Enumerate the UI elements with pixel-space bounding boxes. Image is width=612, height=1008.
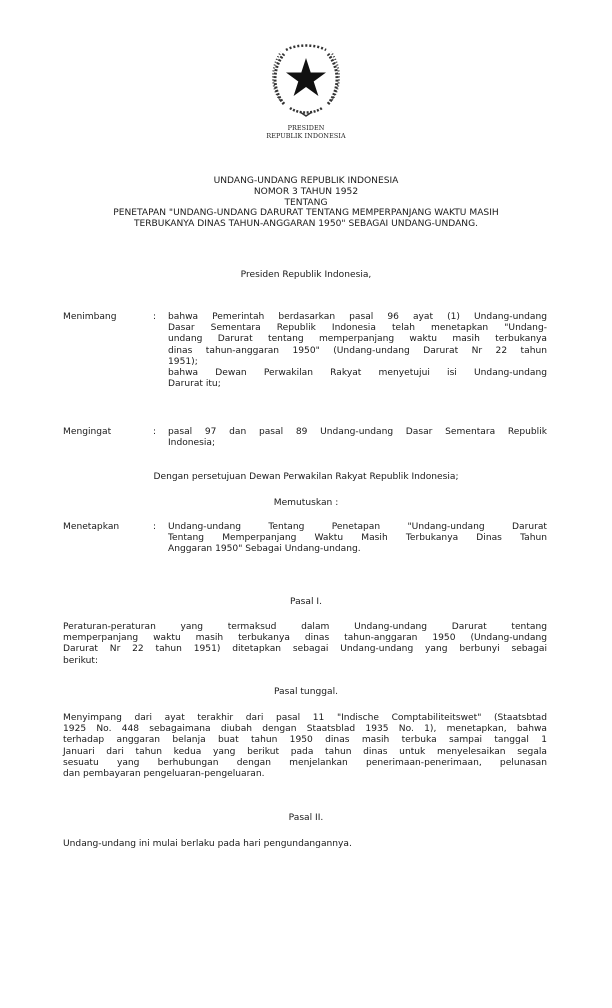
pasal-tunggal-line: terhadap anggaran belanja buat tahun 1950 dinas masih terbuka sampai tanggal 1 — [63, 735, 547, 746]
title-line-2: NOMOR 3 TAHUN 1952 — [253, 186, 359, 197]
pasal-tunggal-line: Januari dari tahun kedua yang berikut pada tahun dinas untuk menyelesaikan segala — [63, 746, 547, 757]
pasal-tunggal-text — [63, 713, 547, 780]
pasal-tunggal-line: 1925 No. 448 sebagaimana diubah dengan Staatsblad 1935 No. 1), menetapkan, bahwa — [63, 724, 547, 735]
title-line-1: UNDANG-UNDANG REPUBLIK INDONESIA — [213, 176, 399, 186]
document-title — [0, 176, 612, 230]
menimbang-line: undang Darurat tentang memperpanjang waktu masih terbukanya — [168, 334, 547, 345]
pasal-2-heading: Pasal II. — [288, 813, 324, 823]
mengingat-text — [168, 427, 547, 449]
pasal-2-line: Undang-undang ini mulai berlaku pada hari pengundangannya. — [63, 839, 352, 849]
menimbang-line: bahwa Dewan Perwakilan Rakyat menyetujui isi Undang-undang — [168, 368, 547, 379]
pasal-1-text — [63, 622, 547, 667]
letterhead-caption — [0, 124, 612, 140]
menimbang-colon: : — [153, 312, 157, 322]
preamble: Presiden Republik Indonesia, — [240, 270, 372, 280]
presidential-emblem-icon — [268, 42, 344, 122]
menimbang-label: Menimbang — [63, 312, 117, 322]
menimbang-line: 1951); — [168, 356, 198, 367]
menetapkan-line: Tentang Memperpanjang Waktu Masih Terbukanya Dinas Tahun — [168, 533, 547, 544]
menetapkan-line: Undang-undang Tentang Penetapan "Undang-undang Darurat — [168, 522, 547, 532]
menetapkan-label: Menetapkan — [63, 522, 120, 532]
pasal-1-line: Darurat Nr 22 tahun 1951) ditetapkan sebagai Undang-undang yang berbunyi sebagai — [63, 644, 547, 655]
pasal-1-line: berikut: — [63, 655, 99, 666]
mengingat-colon: : — [153, 427, 157, 437]
menimbang-text — [168, 312, 547, 390]
persetujuan-statement: Dengan persetujuan Dewan Perwakilan Rakyat Republik Indonesia; — [153, 472, 459, 482]
mengingat-line: pasal 97 dan pasal 89 Undang-undang Dasar Sementara Republik — [168, 427, 547, 437]
letterhead-line-2: REPUBLIK INDONESIA — [266, 132, 346, 140]
title-line-3: TENTANG — [284, 197, 328, 208]
mengingat-line: Indonesia; — [168, 438, 216, 449]
title-line-5: TERBUKANYA DINAS TAHUN-ANGGARAN 1950" SEBAGAI UNDANG-UNDANG. — [133, 219, 479, 230]
pasal-1-line: memperpanjang waktu masih terbukanya dinas tahun-anggaran 1950 (Undang-undang — [63, 633, 547, 644]
menetapkan-line: Anggaran 1950" Sebagai Undang-undang. — [168, 544, 361, 555]
pasal-1-heading: Pasal I. — [290, 597, 322, 607]
menimbang-line: Dasar Sementara Republik Indonesia telah menetapkan "Undang- — [168, 323, 547, 334]
menimbang-line: bahwa Pemerintah berdasarkan pasal 96 ayat (1) Undang-undang — [168, 312, 547, 322]
menimbang-line: Darurat itu; — [168, 379, 221, 390]
pasal-tunggal-heading: Pasal tunggal. — [273, 687, 338, 697]
pasal-tunggal-line: Menyimpang dari ayat terakhir dari pasal 11 "Indische Comptabiliteitswet" (Staatsbtad — [63, 713, 547, 723]
menetapkan-text — [168, 522, 547, 556]
menetapkan-colon: : — [153, 522, 157, 532]
pasal-tunggal-line: dan pembayaran pengeluaran-pengeluaran. — [63, 769, 265, 780]
mengingat-label: Mengingat — [63, 427, 112, 437]
pasal-1-line: Peraturan-peraturan yang termaksud dalam Undang-undang Darurat tentang — [63, 622, 547, 632]
pasal-2-text — [63, 839, 547, 850]
memutuskan-heading: Memutuskan : — [273, 498, 339, 508]
seal-star-icon — [268, 42, 344, 122]
title-line-4: PENETAPAN "UNDANG-UNDANG DARURAT TENTANG MEMPERPANJANG WAKTU MASIH — [113, 208, 499, 219]
pasal-tunggal-line: sesuatu yang berhubungan dengan menjelankan penerimaan-penerimaan, pelunasan — [63, 757, 547, 768]
letterhead-line-1: PRESIDEN — [287, 124, 325, 132]
menimbang-line: dinas tahun-anggaran 1950" (Undang-undang Darurat Nr 22 tahun — [168, 345, 547, 356]
